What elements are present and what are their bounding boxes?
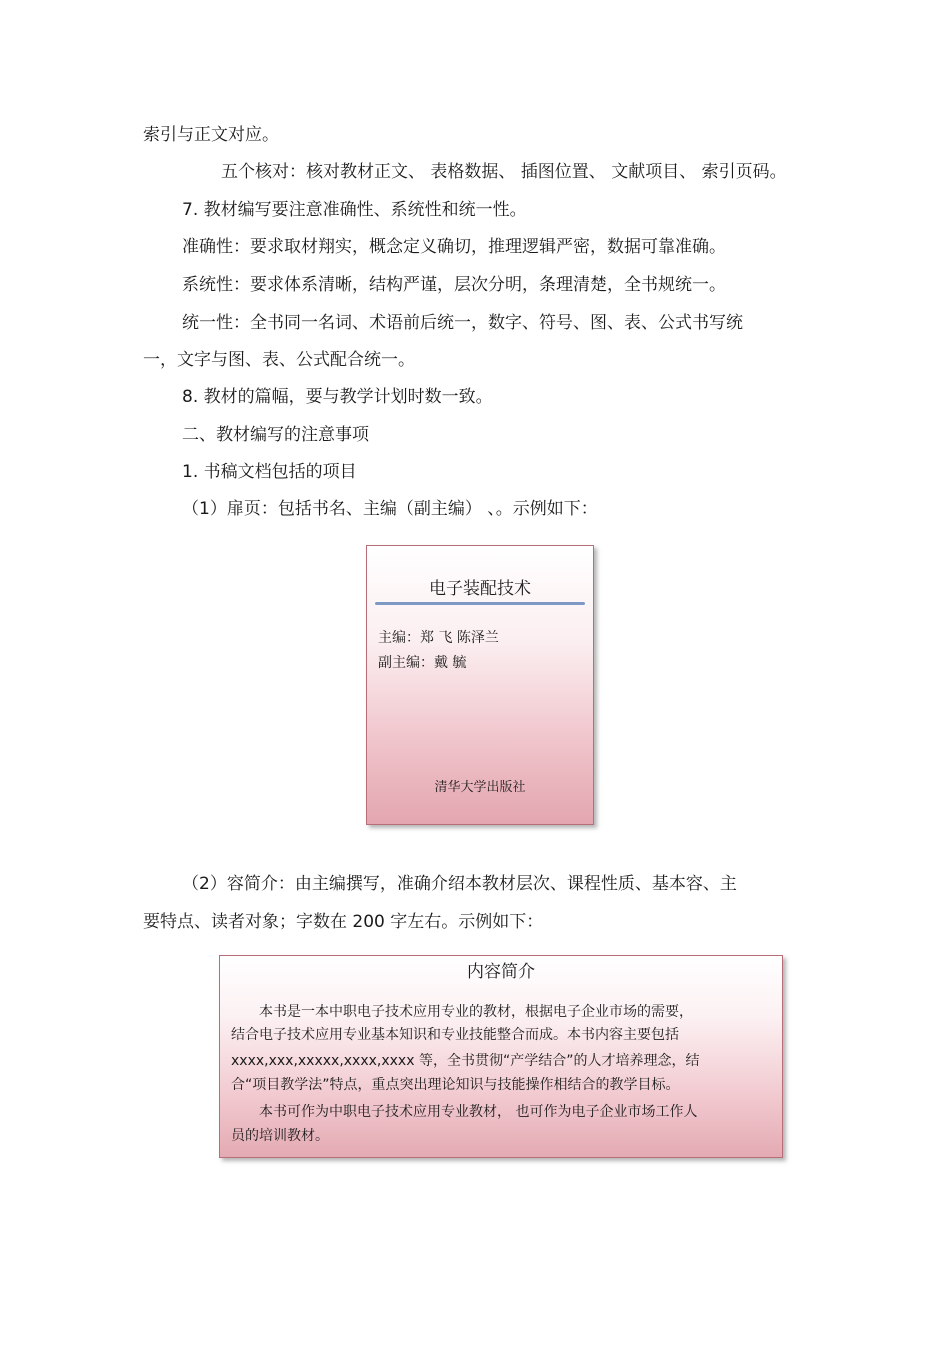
- paragraph-intro-desc-cont: 要特点、读者对象；字数在 200 字左右。示例如下：: [143, 912, 544, 932]
- paragraph-uniformity: 统一性：全书同一名词、术语前后统一，数字、符号、图、表、公式书写统: [182, 313, 743, 333]
- paragraph-index-note: 索引与正文对应。: [143, 125, 279, 145]
- intro-line: 本书可作为中职电子技术应用专业教材， 也可作为电子企业市场工作人: [259, 1104, 698, 1120]
- paragraph-uniformity-cont: 一，文字与图、表、公式配合统一。: [143, 350, 415, 370]
- intro-line: 合“项目教学法”特点，重点突出理论知识与技能操作相结合的教学目标。: [231, 1077, 680, 1093]
- title-underline: [375, 602, 585, 605]
- publisher-name: 清华大学出版社: [434, 780, 526, 795]
- intro-line: 员的培训教材。: [231, 1128, 329, 1144]
- heading-item-8: 8. 教材的篇幅，要与教学计划时数一致。: [182, 387, 493, 407]
- content-intro-sample: [219, 955, 783, 1158]
- paragraph-title-page: （1）扉页：包括书名、主编（副主编） 、。示例如下：: [182, 499, 598, 519]
- paragraph-intro-desc: （2）容简介：由主编撰写，准确介绍本教材层次、课程性质、基本容、主: [182, 874, 737, 894]
- book-title: 电子装配技术: [429, 579, 531, 599]
- editor-line: 主编：郑 飞 陈泽兰: [378, 630, 499, 646]
- deputy-editor-line: 副主编：戴 毓: [378, 655, 467, 671]
- intro-line: 结合电子技术应用专业基本知识和专业技能整合而成。本书内容主要包括: [231, 1027, 679, 1043]
- section-heading-2: 二、教材编写的注意事项: [182, 425, 369, 445]
- intro-title: 内容简介: [467, 962, 535, 982]
- intro-line: 本书是一本中职电子技术应用专业的教材，根据电子企业市场的需要，: [259, 1004, 693, 1020]
- paragraph-five-checks: 五个核对：核对教材正文、 表格数据、 插图位置、 文献项目、 索引页码。: [221, 162, 787, 182]
- intro-line: xxxx,xxx,xxxxx,xxxx,xxxx 等，全书贯彻“产学结合”的人才培养理念，结: [231, 1053, 700, 1069]
- title-page-sample: [366, 545, 594, 825]
- paragraph-systematic: 系统性：要求体系清晰，结构严谨，层次分明，条理清楚，全书规统一。: [182, 275, 726, 295]
- heading-item-1: 1. 书稿文档包括的项目: [182, 462, 357, 482]
- heading-item-7: 7. 教材编写要注意准确性、系统性和统一性。: [182, 200, 527, 220]
- paragraph-accuracy: 准确性：要求取材翔实，概念定义确切，推理逻辑严密，数据可靠准确。: [182, 237, 726, 257]
